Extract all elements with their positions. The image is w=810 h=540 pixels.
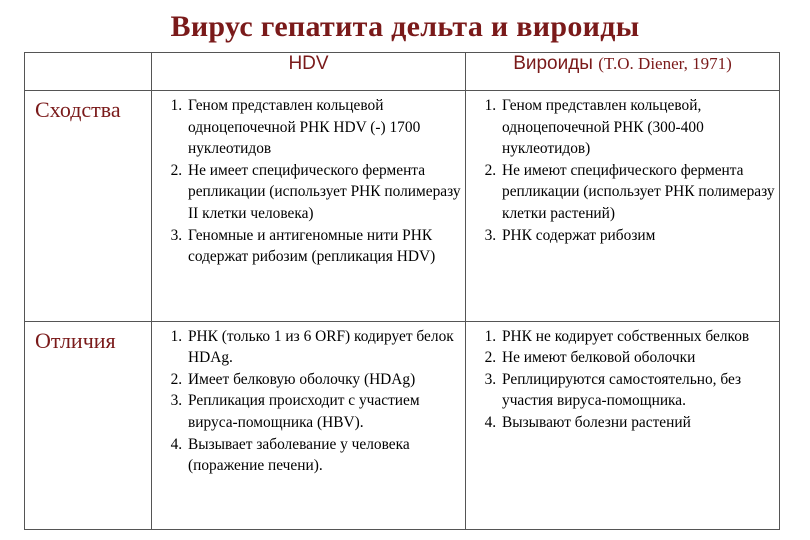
row-label-similarities: Сходства [25, 91, 152, 321]
header-empty-cell [25, 53, 152, 91]
page-title: Вирус гепатита дельта и вироиды [170, 10, 640, 43]
differences-viroids-list [466, 322, 779, 434]
header-viroids-source: (T.O. Diener, 1971) [598, 54, 732, 73]
table-row-similarities [25, 91, 780, 321]
list-item: 2. Не имеет специфического фермента репликации (использует РНК полимеразу II клетки человека) [186, 160, 461, 225]
differences-hdv-list [152, 322, 465, 477]
list-item: 2. Имеет белковую оболочку (HDAg) [186, 369, 461, 391]
header-hdv: HDV [152, 53, 466, 91]
list-item: 4. Вызывают болезни растений [500, 412, 775, 434]
table-header-row [25, 53, 780, 91]
similarities-viroids-list [466, 91, 779, 246]
list-item: 3. РНК содержат рибозим [500, 225, 775, 247]
header-viroids-label: Вироиды [513, 53, 593, 74]
similarities-viroids-cell [466, 91, 780, 321]
list-item: 1. РНК не кодирует собственных белков [500, 326, 775, 348]
list-item: 1. Геном представлен кольцевой, одноцепочечной РНК (300-400 нуклеотидов) [500, 95, 775, 160]
table-row-differences [25, 321, 780, 529]
header-viroids [466, 53, 780, 91]
list-item: 4. Вызывает заболевание у человека (поражение печени). [186, 434, 461, 477]
similarities-hdv-list [152, 91, 465, 268]
comparison-table [24, 52, 780, 530]
differences-viroids-cell [466, 321, 780, 529]
similarities-hdv-cell [152, 91, 466, 321]
list-item: 1. Геном представлен кольцевой одноцепочечной РНК HDV (-) 1700 нуклеотидов [186, 95, 461, 160]
list-item: 2. Не имеют белковой оболочки [500, 347, 775, 369]
differences-hdv-cell [152, 321, 466, 529]
list-item: 3. Репликация происходит с участием вируса-помощника (HBV). [186, 390, 461, 433]
list-item: 3. Геномные и антигеномные нити РНК содержат рибозим (репликация HDV) [186, 225, 461, 268]
list-item: 1. РНК (только 1 из 6 ORF) кодирует белок HDAg. [186, 326, 461, 369]
list-item: 2. Не имеют специфического фермента репликации (использует РНК полимеразу клетки растений) [500, 160, 775, 225]
row-label-differences: Отличия [25, 321, 152, 529]
list-item: 3. Реплицируются самостоятельно, без участия вируса-помощника. [500, 369, 775, 412]
